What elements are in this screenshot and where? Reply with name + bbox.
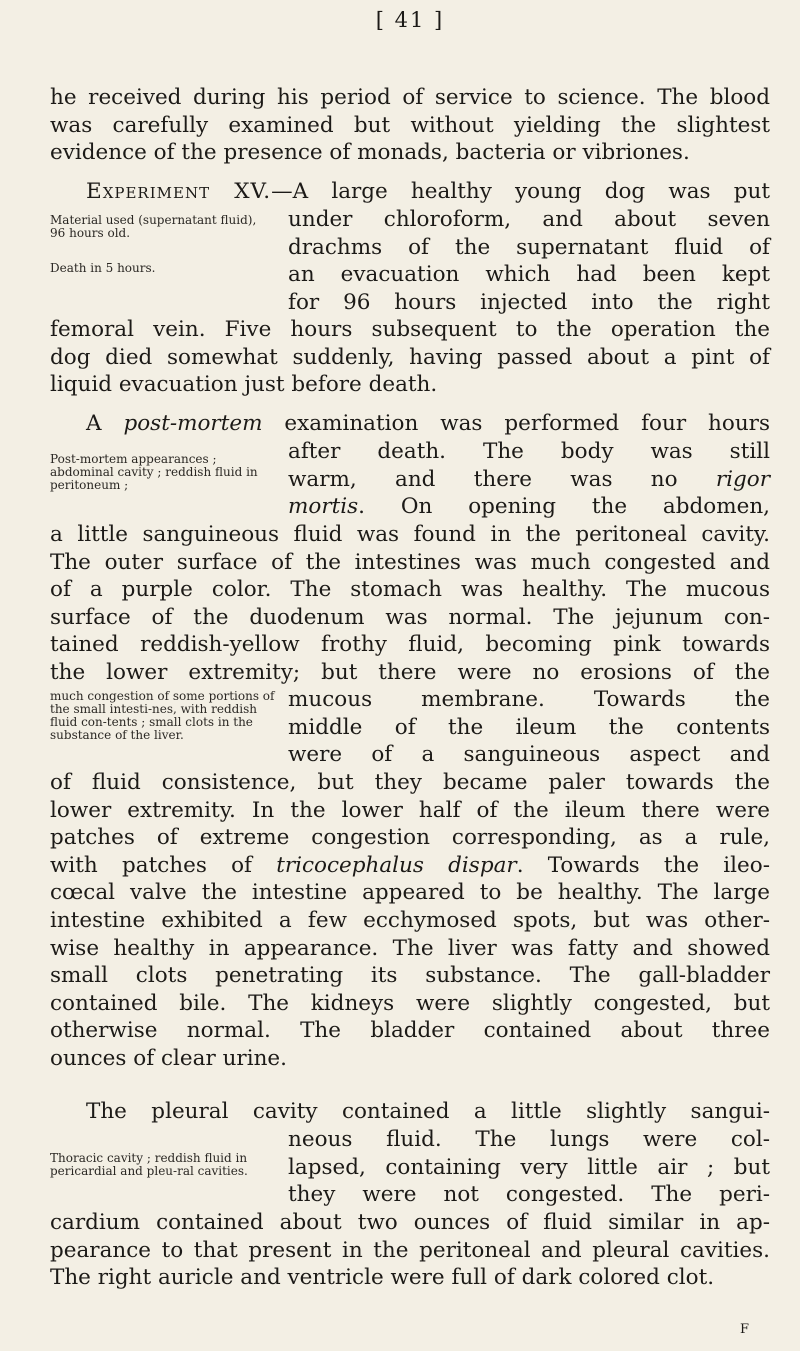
text-line: after death. The body was still	[288, 439, 770, 464]
italic-term: post-mortem	[123, 411, 263, 436]
text-line: cardium contained about two ounces of fluid similar in ap-	[50, 1210, 770, 1235]
postmortem-side-block: after death. The body was still warm, and there was no rigor mortis. On opening the abdomen,	[288, 439, 770, 520]
text-line: were of a sanguineous aspect and	[288, 742, 770, 768]
text-line: ounces of clear urine.	[50, 1045, 287, 1071]
text-line: wise healthy in appearance. The liver was fatty and showed	[50, 935, 770, 961]
page-number: [ 41 ]	[375, 8, 445, 32]
postmortem-first-line: A post-mortem examination was performed four hours	[86, 411, 770, 436]
text-line: middle of the ileum the contents	[288, 714, 770, 740]
experiment-title: Experiment XV.	[86, 179, 272, 204]
text-line: liquid evacuation just before death.	[50, 372, 438, 398]
text-line: a little sanguineous fluid was found in the peritoneal cavity.	[50, 522, 770, 547]
text-line: intestine exhibited a few ecchymosed spots, but was other-	[50, 907, 770, 933]
text-line: The outer surface of the intestines was much congested and	[50, 549, 770, 575]
paragraph-intro	[50, 84, 770, 167]
text-line: of a purple color. The stomach was healthy. The mucous	[50, 577, 770, 603]
text-line: they were not congested. The peri-	[288, 1182, 770, 1208]
text-line: he received during his period of service to science. The blood	[50, 85, 770, 110]
text-line: cœcal valve the intestine appeared to be healthy. The large	[50, 880, 770, 906]
text-line: surface of the duodenum was normal. The jejunum con-	[50, 604, 770, 630]
margin-note-postmortem: Post-mortem appearances ; abdominal cavity ; reddish fluid in peritoneum ;	[50, 452, 258, 492]
text-line: neous fluid. The lungs were col-	[288, 1127, 770, 1152]
text-line: of fluid consistence, but they became paler towards the	[50, 770, 770, 795]
postmortem-side2-block	[288, 686, 770, 769]
text-line: lapsed, containing very little air ; but	[288, 1154, 770, 1180]
text-line: with patches of tricocephalus dispar. Towards the ileo-	[50, 852, 770, 878]
text-line: otherwise normal. The bladder contained about three	[50, 1018, 770, 1044]
margin-note-death: Death in 5 hours.	[50, 261, 156, 275]
experiment-full-block	[50, 316, 770, 399]
text-line: evidence of the presence of monads, bacteria or vibriones.	[50, 140, 690, 166]
margin-note-congestion: much congestion of some portions of the small intesti-nes, with reddish fluid con-tents ; small clots in the substance of the liver.	[50, 689, 275, 742]
pleural-first-line	[50, 1098, 770, 1126]
text-line: pearance to that present in the peritoneal and pleural cavities.	[50, 1237, 770, 1263]
text-line: tained reddish-yellow frothy fluid, becoming pink towards	[50, 632, 770, 658]
experiment-side-block	[288, 206, 770, 316]
text-line: was carefully examined but without yielding the slightest	[50, 112, 770, 138]
text-line: under chloroform, and about seven	[288, 207, 770, 232]
pleural-side-block	[288, 1126, 770, 1209]
signature-mark: F	[740, 1322, 750, 1337]
text-line: lower extremity. In the lower half of the ileum there were	[50, 797, 770, 823]
text-line: mortis. On opening the abdomen,	[288, 494, 770, 520]
text-line: the lower extremity; but there were no erosions of the	[50, 659, 770, 685]
text-line: The pleural cavity contained a little slightly sangui-	[86, 1099, 770, 1124]
experiment-heading-line	[50, 178, 770, 206]
experiment-heading-text: —A large healthy young dog was put	[271, 179, 770, 204]
postmortem-end-block	[50, 769, 770, 1073]
text-line: patches of extreme congestion corresponding, as a rule,	[50, 825, 770, 851]
text-line: dog died somewhat suddenly, having passed about a pint of	[50, 344, 770, 370]
text-line: femoral vein. Five hours subsequent to the operation the	[50, 317, 770, 342]
postmortem-middle-block	[50, 521, 770, 687]
text-line: small clots penetrating its substance. The gall-bladder	[50, 963, 770, 989]
text-line: contained bile. The kidneys were slightly congested, but	[50, 990, 770, 1016]
text-line: mucous membrane. Towards the	[288, 687, 770, 712]
text-line: drachms of the supernatant fluid of	[288, 234, 770, 260]
pleural-end-block	[50, 1209, 770, 1292]
margin-note-thoracic: Thoracic cavity ; reddish fluid in pericardial and pleu-ral cavities.	[50, 1151, 248, 1178]
margin-note-material: Material used (supernatant fluid), 96 hours old.	[50, 213, 257, 240]
text-line: for 96 hours injected into the right	[288, 289, 770, 315]
text-line: The right auricle and ventricle were full of dark colored clot.	[50, 1265, 715, 1291]
text-line: an evacuation which had been kept	[288, 262, 770, 288]
